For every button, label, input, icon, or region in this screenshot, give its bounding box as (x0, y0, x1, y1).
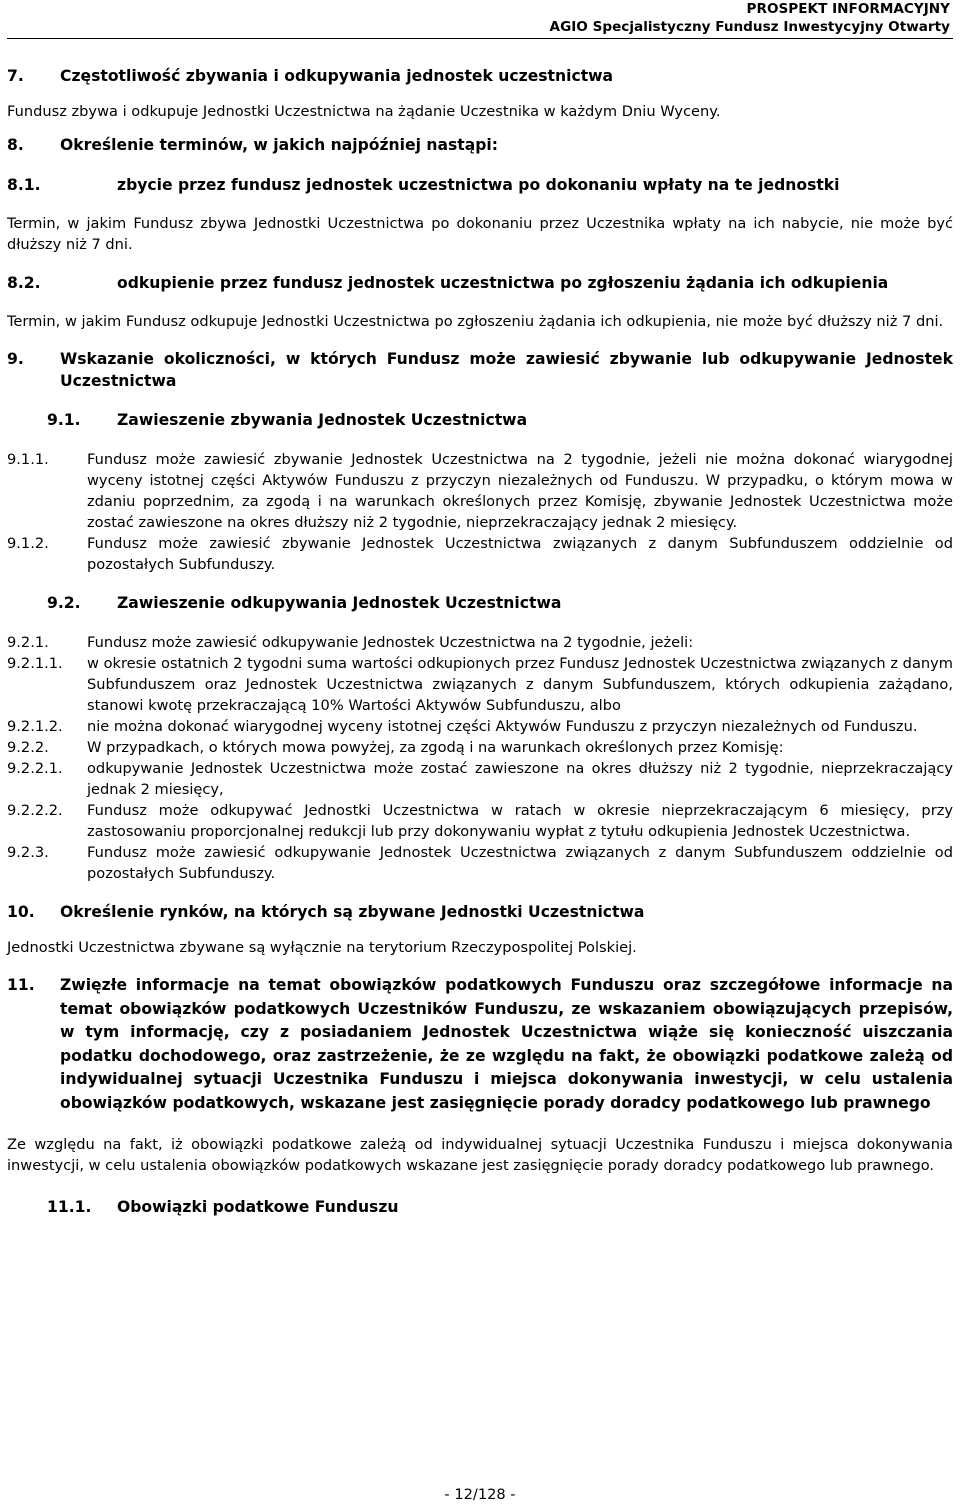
list-item (7, 533, 953, 575)
section-9-1-heading (7, 409, 953, 431)
item-number: 9.2.2.2. (7, 802, 63, 819)
section-11-heading (7, 974, 953, 1115)
item-text: odkupywanie Jednostek Uczestnictwa może zostać zawieszone na okres dłuższy niż 2 tygodnie, nieprzekraczający jednak 2 miesięcy, (87, 760, 953, 798)
section-title: Określenie rynków, na których są zbywane Jednostki Uczestnictwa (60, 903, 645, 921)
item-number: 9.2.1.2. (7, 718, 63, 735)
item-text: nie można dokonać wiarygodnej wyceny istotnej części Aktywów Funduszu z przyczyn niezależnych od Funduszu. (87, 718, 918, 735)
list-item (7, 716, 953, 737)
section-8-1-text: Termin, w jakim Fundusz zbywa Jednostki Uczestnictwa po dokonaniu przez Uczestnika wpłaty na ich nabycie, nie może być dłuższy niż 7 dni. (7, 215, 953, 253)
section-title: Określenie terminów, w jakich najpóźniej nastąpi: (60, 136, 498, 154)
section-number: 11.1. (47, 1198, 92, 1216)
section-8-heading (7, 134, 953, 156)
list-item (7, 449, 953, 533)
section-number: 8.1. (7, 176, 41, 194)
section-title: zbycie przez fundusz jednostek uczestnictwa po dokonaniu wpłaty na te jednostki (117, 176, 840, 194)
section-7-heading (7, 65, 953, 87)
section-title: Zawieszenie odkupywania Jednostek Uczestnictwa (117, 594, 562, 612)
page-header (7, 0, 953, 36)
section-9-2-list (7, 632, 953, 884)
section-8-1-heading (7, 174, 953, 196)
section-10-heading (7, 901, 953, 923)
section-number: 9. (7, 350, 24, 368)
item-text: Fundusz może odkupywać Jednostki Uczestnictwa w ratach w okresie nieprzekraczającym 6 miesięcy, przy zastosowaniu proporcjonalnej redukcji lub przy dokonywaniu wypłat z tytułu odkupienia Jednostek Uczestnictwa. (87, 802, 953, 840)
item-text: Fundusz może zawiesić odkupywanie Jednostek Uczestnictwa na 2 tygodnie, jeżeli: (87, 634, 694, 651)
section-number: 9.2. (47, 594, 81, 612)
list-item (7, 632, 953, 653)
section-number: 11. (7, 976, 35, 994)
header-rule (7, 38, 953, 39)
list-item (7, 758, 953, 800)
section-number: 7. (7, 67, 24, 85)
item-text: W przypadkach, o których mowa powyżej, za zgodą i na warunkach określonych przez Komisję: (87, 739, 784, 756)
section-9-2-heading (7, 592, 953, 614)
item-text: w okresie ostatnich 2 tygodni suma wartości odkupionych przez Fundusz Jednostek Uczestnictwa związanych z danym Subfunduszem oraz Jednostek Uczestnictwa związanych z danym Subfunduszem, których odkupienia zażądano, stanowi kwotę przekraczającą 10% Wartości Aktywów Subfunduszu, albo (87, 655, 953, 714)
section-title: Obowiązki podatkowe Funduszu (117, 1198, 399, 1216)
section-title: Częstotliwość zbywania i odkupywania jednostek uczestnictwa (60, 67, 614, 85)
item-number: 9.1.2. (7, 535, 49, 552)
item-number: 9.2.3. (7, 844, 49, 861)
item-number: 9.2.2.1. (7, 760, 63, 777)
section-title: odkupienie przez fundusz jednostek uczestnictwa po zgłoszeniu żądania ich odkupienia (117, 274, 889, 292)
section-title: Zwięzłe informacje na temat obowiązków podatkowych Funduszu oraz szczegółowe informacje na temat obowiązków podatkowych Uczestników Funduszu, ze wskazaniem obowiązujących przepisów, w tym informację, czy z posiadaniem Jednostek Uczestnictwa wiąże się konieczność uiszczania podatku dochodowego, oraz zastrzeżenie, że ze względu na fakt, że obowiązki podatkowe zależą od indywidualnej sytuacji Uczestnika Funduszu i miejsca dokonywania inwestycji, w celu ustalenia obowiązków podatkowych, wskazane jest zasięgnięcie porady doradcy podatkowego lub prawnego (60, 976, 953, 1112)
list-item (7, 653, 953, 716)
item-number: 9.2.1. (7, 634, 49, 651)
section-title: Zawieszenie zbywania Jednostek Uczestnictwa (117, 411, 528, 429)
section-7-text: Fundusz zbywa i odkupuje Jednostki Uczestnictwa na żądanie Uczestnika w każdym Dniu Wyceny. (7, 103, 721, 120)
header-title: PROSPEKT INFORMACYJNY (746, 1, 950, 17)
item-number: 9.1.1. (7, 451, 49, 468)
section-title: Wskazanie okoliczności, w których Fundusz może zawiesić zbywanie lub odkupywanie Jednostek Uczestnictwa (60, 350, 953, 390)
item-number: 9.2.2. (7, 739, 49, 756)
section-11-1-heading (7, 1196, 953, 1218)
list-item (7, 737, 953, 758)
section-9-heading (7, 348, 953, 392)
section-10-text: Jednostki Uczestnictwa zbywane są wyłącznie na terytorium Rzeczypospolitej Polskiej. (7, 939, 637, 956)
section-number: 8. (7, 136, 24, 154)
section-number: 9.1. (47, 411, 81, 429)
section-number: 8.2. (7, 274, 41, 292)
item-number: 9.2.1.1. (7, 655, 63, 672)
header-subtitle: AGIO Specjalistyczny Fundusz Inwestycyjny Otwarty (549, 19, 950, 35)
list-item (7, 842, 953, 884)
section-8-2-heading (7, 272, 953, 294)
list-item (7, 800, 953, 842)
item-text: Fundusz może zawiesić odkupywanie Jednostek Uczestnictwa związanych z danym Subfunduszem oddzielnie od pozostałych Subfunduszy. (87, 844, 953, 882)
section-number: 10. (7, 903, 35, 921)
page-number: - 12/128 - (444, 1486, 516, 1503)
item-text: Fundusz może zawiesić zbywanie Jednostek Uczestnictwa na 2 tygodnie, jeżeli nie można dokonać wiarygodnej wyceny istotnej części Aktywów Funduszu z przyczyn niezależnych od Funduszu. W przypadku, o którym mowa w zdaniu poprzednim, za zgodą i na warunkach określonych przez Komisję, zbywanie Jednostek Uczestnictwa może zostać zawieszone na okres dłuższy niż 2 tygodnie, nieprzekraczający jednak 2 miesięcy. (87, 451, 953, 531)
section-11-text: Ze względu na fakt, iż obowiązki podatkowe zależą od indywidualnej sytuacji Uczestnika Funduszu i miejsca dokonywania inwestycji, w celu ustalenia obowiązków podatkowych wskazane jest zasięgnięcie porady doradcy podatkowego lub prawnego. (7, 1136, 953, 1174)
item-text: Fundusz może zawiesić zbywanie Jednostek Uczestnictwa związanych z danym Subfunduszem oddzielnie od pozostałych Subfunduszy. (87, 535, 953, 573)
section-8-2-text: Termin, w jakim Fundusz odkupuje Jednostki Uczestnictwa po zgłoszeniu żądania ich odkupienia, nie może być dłuższy niż 7 dni. (7, 313, 944, 330)
section-9-1-list (7, 449, 953, 575)
